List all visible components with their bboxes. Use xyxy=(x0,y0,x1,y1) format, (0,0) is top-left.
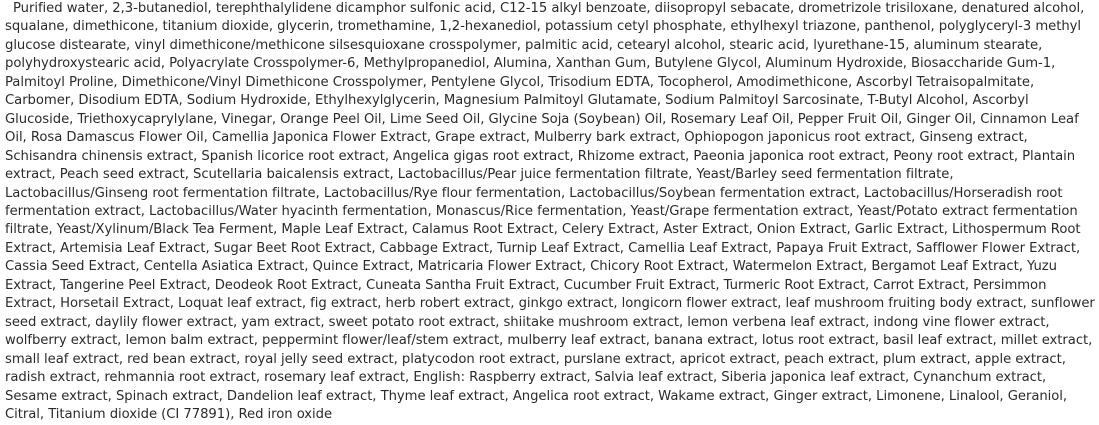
ingredients-list-text: Purified water, 2,3-butanediol, terephthalylidene dicamphor sulfonic acid, C12-15 alkyl benzoate, diisopropyl sebacate, drometrizole trisiloxane, denatured alcohol, squalane, dimethicone, titanium dioxide, glycerin, tromethamine, 1,2-hexanediol, potassium cetyl phosphate, ethylhexyl triazone, panthenol, polyglyceryl-3 methyl glucose distearate, vinyl dimethicone/methicone silsesquioxane crosspolymer, palmitic acid, cetearyl alcohol, stearic acid, lyurethane-15, aluminum stearate, polyhydroxystearic acid, Polyacrylate Crosspolymer-6, Methylpropanediol, Alumina, Xanthan Gum, Butylene Glycol, Aluminum Hydroxide, Biosaccharide Gum-1, Palmitoyl Proline, Dimethicone/Vinyl Dimethicone Crosspolymer, Pentylene Glycol, Trisodium EDTA, Tocopherol, Amodimethicone, Ascorbyl Tetraisopalmitate, Carbomer, Disodium EDTA, Sodium Hydroxide, Ethylhexylglycerin, Magnesium Palmitoyl Glutamate, Sodium Palmitoyl Sarcosinate, T-Butyl Alcohol, Ascorbyl Glucoside, Triethoxycaprylylane, Vinegar, Orange Peel Oil, Lime Seed Oil, Glycine Soja (Soybean) Oil, Rosemary Leaf Oil, Pepper Fruit Oil, Ginger Oil, Cinnamon Leaf Oil, Rosa Damascus Flower Oil, Camellia Japonica Flower Extract, Grape extract, Mulberry bark extract, Ophiopogon japonicus root extract, Ginseng extract, Schisandra chinensis extract, Spanish licorice root extract, Angelica gigas root extract, Rhizome extract, Paeonia japonica root extract, Peony root extract, Plantain extract, Peach seed extract, Scutellaria baicalensis extract, Lactobacillus/Pear juice fermentation filtrate, Yeast/Barley seed fermentation filtrate, Lactobacillus/Ginseng root fermentation filtrate, Lactobacillus/Rye flour fermentation, Lactobacillus/Soybean fermentation extract, Lactobacillus/Horseradish root fermentation extract, Lactobacillus/Water hyacinth fermentation, Monascus/Rice fermentation, Yeast/Grape fermentation extract, Yeast/Potato extract fermentation filtrate, Yeast/Xylinum/Black Tea Ferment, Maple Leaf Extract, Calamus Root Extract, Celery Extract, Aster Extract, Onion Extract, Garlic Extract, Lithospermum Root Extract, Artemisia Leaf Extract, Sugar Beet Root Extract, Cabbage Extract, Turnip Leaf Extract, Camellia Leaf Extract, Papaya Fruit Extract, Safflower Flower Extract, Cassia Seed Extract, Centella Asiatica Extract, Quince Extract, Matricaria Flower Extract, Chicory Root Extract, Watermelon Extract, Bergamot Leaf Extract, Yuzu Extract, Tangerine Peel Extract, Deodeok Root Extract, Cuneata Santha Fruit Extract, Cucumber Fruit Extract, Turmeric Root Extract, Carrot Extract, Persimmon Extract, Horsetail Extract, Loquat leaf extract, fig extract, herb robert extract, ginkgo extract, longicorn flower extract, leaf mushroom fruiting body extract, sunflower seed extract, daylily flower extract, yam extract, sweet potato root extract, shiitake mushroom extract, lemon verbena leaf extract, indong vine flower extract, wolfberry extract, lemon balm extract, peppermint flower/leaf/stem extract, mulberry leaf extract, banana extract, lotus root extract, basil leaf extract, millet extract, small leaf extract, red bean extract, royal jelly seed extract, platycodon root extract, purslane extract, apricot extract, peach extract, plum extract, apple extract, radish extract, rehmannia root extract, rosemary leaf extract, English: Raspberry extract, Salvia leaf extract, Siberia japonica leaf extract, Cynanchum extract, Sesame extract, Spinach extract, Dandelion leaf extract, Thyme leaf extract, Angelica root extract, Wakame extract, Ginger extract, Limonene, Linalool, Geraniol, Citral, Titanium dioxide (CI 77891), Red iron oxide xyxy=(5,1,1095,422)
